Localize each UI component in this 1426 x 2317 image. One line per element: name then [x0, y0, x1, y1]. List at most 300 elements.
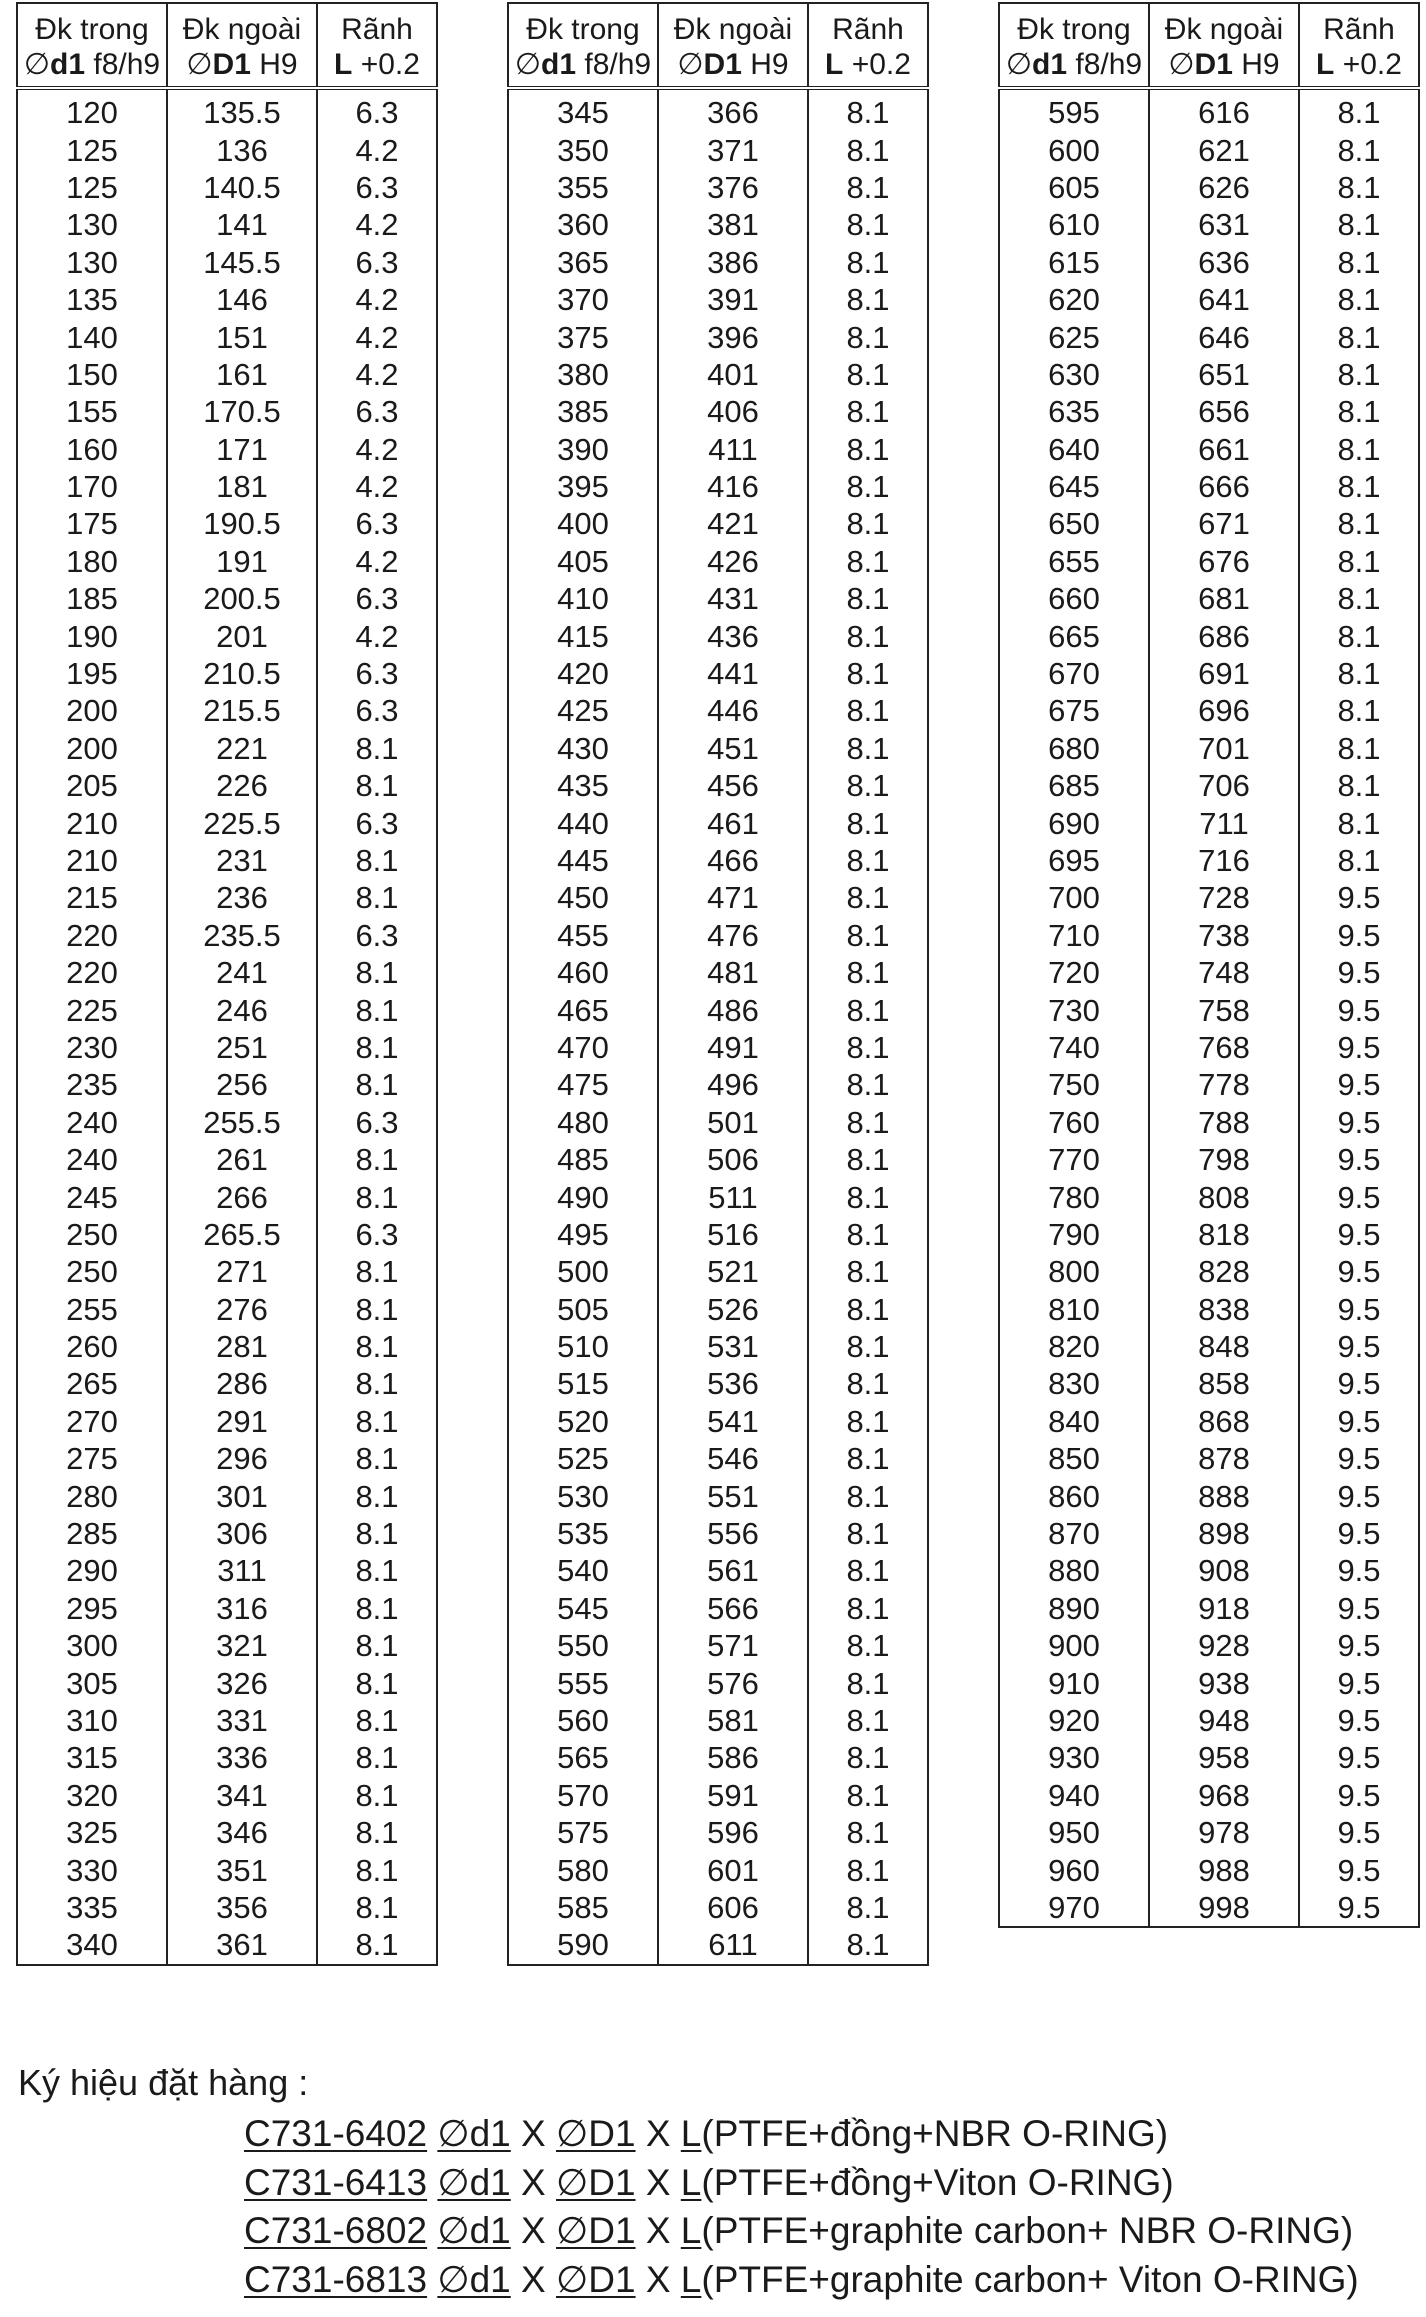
cell-inner-diameter: 280 — [17, 1477, 167, 1514]
order-code-list — [244, 2110, 1359, 2304]
cell-groove-width: 8.1 — [1299, 356, 1419, 393]
table-row — [508, 206, 928, 243]
cell-outer-diameter: 406 — [658, 393, 808, 430]
table-row — [17, 1440, 437, 1477]
header-groove: Rãnh L +0.2 — [317, 3, 437, 88]
cell-inner-diameter: 455 — [508, 917, 658, 954]
table-row — [999, 1777, 1419, 1814]
cell-outer-diameter: 646 — [1149, 318, 1299, 355]
cell-groove-width: 8.1 — [808, 879, 928, 916]
cell-groove-width: 8.1 — [808, 169, 928, 206]
cell-outer-diameter: 446 — [658, 692, 808, 729]
cell-groove-width: 8.1 — [317, 1477, 437, 1514]
table-row — [999, 169, 1419, 206]
cell-groove-width: 8.1 — [317, 1403, 437, 1440]
cell-groove-width: 4.2 — [317, 543, 437, 580]
cell-inner-diameter: 340 — [17, 1926, 167, 1964]
table-row — [508, 1104, 928, 1141]
cell-groove-width: 8.1 — [317, 1926, 437, 1964]
cell-outer-diameter: 301 — [167, 1477, 317, 1514]
cell-outer-diameter: 858 — [1149, 1365, 1299, 1402]
cell-groove-width: 9.5 — [1299, 1440, 1419, 1477]
table-row — [508, 692, 928, 729]
cell-groove-width: 9.5 — [1299, 1403, 1419, 1440]
table-row — [17, 206, 437, 243]
order-material: (PTFE+graphite carbon+ Viton O-RING) — [701, 2258, 1359, 2300]
cell-groove-width: 8.1 — [808, 917, 928, 954]
cell-groove-width: 9.5 — [1299, 1777, 1419, 1814]
cell-inner-diameter: 370 — [508, 281, 658, 318]
cell-outer-diameter: 611 — [658, 1926, 808, 1964]
cell-inner-diameter: 160 — [17, 431, 167, 468]
cell-groove-width: 9.5 — [1299, 1889, 1419, 1927]
cell-groove-width: 8.1 — [1299, 318, 1419, 355]
cell-groove-width: 4.2 — [317, 468, 437, 505]
table-row — [508, 1664, 928, 1701]
cell-outer-diameter: 356 — [167, 1889, 317, 1926]
cell-groove-width: 8.1 — [1299, 580, 1419, 617]
table-row — [508, 1590, 928, 1627]
cell-inner-diameter: 900 — [999, 1627, 1149, 1664]
cell-groove-width: 8.1 — [808, 1291, 928, 1328]
table-row — [508, 1029, 928, 1066]
cell-inner-diameter: 450 — [508, 879, 658, 916]
cell-outer-diameter: 536 — [658, 1365, 808, 1402]
table-row — [17, 1141, 437, 1178]
header-outer-diameter: Đk ngoài ∅D1 H9 — [658, 3, 808, 88]
cell-outer-diameter: 968 — [1149, 1777, 1299, 1814]
cell-outer-diameter: 436 — [658, 617, 808, 654]
cell-outer-diameter: 651 — [1149, 356, 1299, 393]
cell-inner-diameter: 330 — [17, 1851, 167, 1888]
cell-outer-diameter: 681 — [1149, 580, 1299, 617]
cell-groove-width: 8.1 — [808, 1029, 928, 1066]
cell-outer-diameter: 151 — [167, 318, 317, 355]
cell-inner-diameter: 310 — [17, 1702, 167, 1739]
cell-outer-diameter: 421 — [658, 505, 808, 542]
cell-outer-diameter: 978 — [1149, 1814, 1299, 1851]
cell-inner-diameter: 740 — [999, 1029, 1149, 1066]
cell-groove-width: 8.1 — [1299, 842, 1419, 879]
header-inner-diameter: Đk trong ∅d1 f8/h9 — [999, 3, 1149, 88]
cell-outer-diameter: 738 — [1149, 917, 1299, 954]
cell-inner-diameter: 265 — [17, 1365, 167, 1402]
table-row — [508, 1291, 928, 1328]
cell-outer-diameter: 686 — [1149, 617, 1299, 654]
cell-groove-width: 9.5 — [1299, 1590, 1419, 1627]
cell-outer-diameter: 226 — [167, 767, 317, 804]
cell-inner-diameter: 645 — [999, 468, 1149, 505]
cell-outer-diameter: 631 — [1149, 206, 1299, 243]
table-row — [17, 505, 437, 542]
cell-outer-diameter: 265.5 — [167, 1216, 317, 1253]
table-row — [999, 1216, 1419, 1253]
cell-inner-diameter: 515 — [508, 1365, 658, 1402]
cell-outer-diameter: 581 — [658, 1702, 808, 1739]
cell-inner-diameter: 320 — [17, 1777, 167, 1814]
cell-inner-diameter: 250 — [17, 1216, 167, 1253]
cell-outer-diameter: 888 — [1149, 1477, 1299, 1514]
cell-outer-diameter: 276 — [167, 1291, 317, 1328]
table-row — [999, 804, 1419, 841]
header-inner-diameter: Đk trong ∅d1 f8/h9 — [508, 3, 658, 88]
table-row — [17, 1552, 437, 1589]
cell-inner-diameter: 580 — [508, 1851, 658, 1888]
cell-outer-diameter: 461 — [658, 804, 808, 841]
cell-outer-diameter: 541 — [658, 1403, 808, 1440]
cell-outer-diameter: 136 — [167, 131, 317, 168]
table-row — [508, 431, 928, 468]
cell-outer-diameter: 798 — [1149, 1141, 1299, 1178]
cell-outer-diameter: 140.5 — [167, 169, 317, 206]
cell-outer-diameter: 531 — [658, 1328, 808, 1365]
cell-inner-diameter: 505 — [508, 1291, 658, 1328]
cell-outer-diameter: 701 — [1149, 730, 1299, 767]
cell-outer-diameter: 511 — [658, 1178, 808, 1215]
cell-groove-width: 8.1 — [1299, 767, 1419, 804]
cell-inner-diameter: 535 — [508, 1515, 658, 1552]
cell-inner-diameter: 590 — [508, 1926, 658, 1964]
cell-outer-diameter: 616 — [1149, 88, 1299, 131]
table-row — [17, 131, 437, 168]
order-material: (PTFE+graphite carbon+ NBR O-RING) — [701, 2210, 1354, 2251]
cell-outer-diameter: 141 — [167, 206, 317, 243]
cell-inner-diameter: 360 — [508, 206, 658, 243]
cell-outer-diameter: 251 — [167, 1029, 317, 1066]
cell-outer-diameter: 336 — [167, 1739, 317, 1776]
table-row — [17, 1739, 437, 1776]
cell-groove-width: 8.1 — [317, 1552, 437, 1589]
cell-outer-diameter: 341 — [167, 1777, 317, 1814]
cell-groove-width: 8.1 — [317, 1664, 437, 1701]
cell-outer-diameter: 241 — [167, 954, 317, 991]
cell-groove-width: 8.1 — [317, 1851, 437, 1888]
cell-inner-diameter: 130 — [17, 206, 167, 243]
cell-inner-diameter: 615 — [999, 244, 1149, 281]
table-row — [17, 580, 437, 617]
cell-groove-width: 9.5 — [1299, 1328, 1419, 1365]
cell-groove-width: 9.5 — [1299, 1365, 1419, 1402]
cell-groove-width: 8.1 — [317, 954, 437, 991]
cell-outer-diameter: 591 — [658, 1777, 808, 1814]
cell-groove-width: 8.1 — [317, 1590, 437, 1627]
cell-inner-diameter: 890 — [999, 1590, 1149, 1627]
cell-outer-diameter: 381 — [658, 206, 808, 243]
header-inner-diameter: Đk trong ∅d1 f8/h9 — [17, 3, 167, 88]
cell-groove-width: 8.1 — [808, 1253, 928, 1290]
table-row — [999, 468, 1419, 505]
cell-groove-width: 8.1 — [808, 692, 928, 729]
cell-inner-diameter: 605 — [999, 169, 1149, 206]
cell-inner-diameter: 305 — [17, 1664, 167, 1701]
table-row — [17, 1851, 437, 1888]
table-row — [17, 804, 437, 841]
cell-groove-width: 9.5 — [1299, 1664, 1419, 1701]
table-row — [17, 954, 437, 991]
cell-inner-diameter: 600 — [999, 131, 1149, 168]
cell-inner-diameter: 315 — [17, 1739, 167, 1776]
cell-groove-width: 8.1 — [808, 1627, 928, 1664]
table-row — [999, 1889, 1419, 1927]
cell-inner-diameter: 365 — [508, 244, 658, 281]
cell-inner-diameter: 670 — [999, 655, 1149, 692]
cell-groove-width: 8.1 — [808, 131, 928, 168]
table-row — [999, 1702, 1419, 1739]
cell-inner-diameter: 445 — [508, 842, 658, 879]
cell-groove-width: 9.5 — [1299, 1477, 1419, 1514]
table-row — [508, 318, 928, 355]
table-row — [999, 1104, 1419, 1141]
cell-inner-diameter: 460 — [508, 954, 658, 991]
table-row — [508, 842, 928, 879]
cell-inner-diameter: 470 — [508, 1029, 658, 1066]
cell-groove-width: 8.1 — [317, 1515, 437, 1552]
cell-outer-diameter: 938 — [1149, 1664, 1299, 1701]
cell-inner-diameter: 640 — [999, 431, 1149, 468]
cell-outer-diameter: 778 — [1149, 1066, 1299, 1103]
cell-outer-diameter: 201 — [167, 617, 317, 654]
cell-groove-width: 8.1 — [317, 1029, 437, 1066]
table-row — [999, 580, 1419, 617]
cell-inner-diameter: 910 — [999, 1664, 1149, 1701]
cell-inner-diameter: 210 — [17, 842, 167, 879]
table-row — [508, 1253, 928, 1290]
cell-outer-diameter: 561 — [658, 1552, 808, 1589]
cell-groove-width: 8.1 — [1299, 131, 1419, 168]
cell-outer-diameter: 331 — [167, 1702, 317, 1739]
cell-inner-diameter: 155 — [17, 393, 167, 430]
cell-outer-diameter: 416 — [658, 468, 808, 505]
cell-inner-diameter: 325 — [17, 1814, 167, 1851]
cell-groove-width: 4.2 — [317, 131, 437, 168]
table-row — [508, 1627, 928, 1664]
cell-outer-diameter: 728 — [1149, 879, 1299, 916]
cell-outer-diameter: 586 — [658, 1739, 808, 1776]
table-row — [17, 356, 437, 393]
table-row — [17, 1253, 437, 1290]
table-row — [508, 804, 928, 841]
table-row — [999, 1066, 1419, 1103]
cell-outer-diameter: 246 — [167, 991, 317, 1028]
cell-inner-diameter: 345 — [508, 88, 658, 131]
order-code-line: C731-6413 ∅d1 X ∅D1 X L(PTFE+đồng+Viton O-RING) — [244, 2161, 1174, 2203]
cell-outer-diameter: 171 — [167, 431, 317, 468]
cell-outer-diameter: 286 — [167, 1365, 317, 1402]
cell-inner-diameter: 385 — [508, 393, 658, 430]
cell-groove-width: 8.1 — [808, 954, 928, 991]
cell-outer-diameter: 306 — [167, 1515, 317, 1552]
cell-outer-diameter: 676 — [1149, 543, 1299, 580]
table-row — [999, 991, 1419, 1028]
table-row — [999, 1328, 1419, 1365]
table-row — [508, 281, 928, 318]
cell-outer-diameter: 788 — [1149, 1104, 1299, 1141]
table-row — [17, 692, 437, 729]
cell-outer-diameter: 516 — [658, 1216, 808, 1253]
table-row — [508, 617, 928, 654]
order-code-title: Ký hiệu đặt hàng : — [18, 2062, 309, 2103]
cell-groove-width: 8.1 — [1299, 169, 1419, 206]
cell-groove-width: 8.1 — [317, 1889, 437, 1926]
table-row — [17, 169, 437, 206]
table-row — [999, 1515, 1419, 1552]
table-row — [508, 244, 928, 281]
cell-outer-diameter: 636 — [1149, 244, 1299, 281]
cell-groove-width: 9.5 — [1299, 1515, 1419, 1552]
cell-groove-width: 8.1 — [317, 1291, 437, 1328]
cell-groove-width: 4.2 — [317, 431, 437, 468]
cell-groove-width: 8.1 — [317, 1066, 437, 1103]
cell-outer-diameter: 191 — [167, 543, 317, 580]
cell-groove-width: 8.1 — [808, 767, 928, 804]
cell-groove-width: 8.1 — [808, 1926, 928, 1964]
cell-groove-width: 8.1 — [808, 1590, 928, 1627]
cell-outer-diameter: 556 — [658, 1515, 808, 1552]
cell-groove-width: 6.3 — [317, 692, 437, 729]
table-row — [508, 730, 928, 767]
table-row — [17, 879, 437, 916]
cell-groove-width: 8.1 — [1299, 804, 1419, 841]
table-row — [999, 1739, 1419, 1776]
cell-inner-diameter: 660 — [999, 580, 1149, 617]
cell-outer-diameter: 486 — [658, 991, 808, 1028]
cell-outer-diameter: 566 — [658, 1590, 808, 1627]
cell-inner-diameter: 500 — [508, 1253, 658, 1290]
cell-inner-diameter: 770 — [999, 1141, 1149, 1178]
cell-outer-diameter: 291 — [167, 1403, 317, 1440]
cell-inner-diameter: 480 — [508, 1104, 658, 1141]
table-row — [17, 842, 437, 879]
cell-inner-diameter: 415 — [508, 617, 658, 654]
cell-groove-width: 9.5 — [1299, 917, 1419, 954]
cell-outer-diameter: 551 — [658, 1477, 808, 1514]
cell-groove-width: 8.1 — [808, 617, 928, 654]
cell-groove-width: 6.3 — [317, 88, 437, 131]
cell-outer-diameter: 998 — [1149, 1889, 1299, 1927]
cell-inner-diameter: 135 — [17, 281, 167, 318]
table-row — [17, 1926, 437, 1964]
cell-inner-diameter: 920 — [999, 1702, 1149, 1739]
cell-groove-width: 4.2 — [317, 281, 437, 318]
cell-outer-diameter: 225.5 — [167, 804, 317, 841]
cell-outer-diameter: 758 — [1149, 991, 1299, 1028]
cell-groove-width: 8.1 — [808, 1365, 928, 1402]
table-row — [17, 767, 437, 804]
table-row — [999, 1627, 1419, 1664]
cell-groove-width: 8.1 — [317, 1253, 437, 1290]
cell-outer-diameter: 235.5 — [167, 917, 317, 954]
cell-groove-width: 8.1 — [808, 580, 928, 617]
table-row — [999, 1141, 1419, 1178]
cell-groove-width: 8.1 — [808, 1664, 928, 1701]
cell-outer-diameter: 255.5 — [167, 1104, 317, 1141]
table-row — [17, 1328, 437, 1365]
order-material: (PTFE+đồng+Viton O-RING) — [701, 2161, 1174, 2203]
cell-groove-width: 6.3 — [317, 1104, 437, 1141]
table-row — [999, 1552, 1419, 1589]
cell-inner-diameter: 440 — [508, 804, 658, 841]
cell-groove-width: 6.3 — [317, 580, 437, 617]
cell-groove-width: 4.2 — [317, 318, 437, 355]
table-row — [999, 767, 1419, 804]
cell-outer-diameter: 371 — [658, 131, 808, 168]
cell-groove-width: 8.1 — [808, 1889, 928, 1926]
cell-groove-width: 8.1 — [808, 244, 928, 281]
table-row — [17, 431, 437, 468]
cell-groove-width: 9.5 — [1299, 954, 1419, 991]
cell-inner-diameter: 570 — [508, 1777, 658, 1814]
cell-inner-diameter: 860 — [999, 1477, 1149, 1514]
table-row — [17, 1889, 437, 1926]
cell-groove-width: 9.5 — [1299, 991, 1419, 1028]
cell-outer-diameter: 898 — [1149, 1515, 1299, 1552]
cell-outer-diameter: 496 — [658, 1066, 808, 1103]
cell-groove-width: 8.1 — [808, 1702, 928, 1739]
cell-outer-diameter: 988 — [1149, 1851, 1299, 1888]
cell-inner-diameter: 125 — [17, 169, 167, 206]
table-row — [999, 131, 1419, 168]
cell-inner-diameter: 170 — [17, 468, 167, 505]
cell-outer-diameter: 146 — [167, 281, 317, 318]
table-row — [508, 1440, 928, 1477]
cell-groove-width: 6.3 — [317, 1216, 437, 1253]
header-outer-diameter: Đk ngoài ∅D1 H9 — [1149, 3, 1299, 88]
cell-inner-diameter: 695 — [999, 842, 1149, 879]
cell-groove-width: 8.1 — [317, 1814, 437, 1851]
table-row — [508, 1777, 928, 1814]
table-row — [508, 954, 928, 991]
cell-groove-width: 8.1 — [808, 804, 928, 841]
table-row — [999, 954, 1419, 991]
table-row — [999, 356, 1419, 393]
cell-groove-width: 8.1 — [1299, 543, 1419, 580]
cell-groove-width: 8.1 — [317, 991, 437, 1028]
cell-inner-diameter: 195 — [17, 655, 167, 692]
table-row — [508, 543, 928, 580]
cell-inner-diameter: 300 — [17, 1627, 167, 1664]
cell-outer-diameter: 878 — [1149, 1440, 1299, 1477]
cell-groove-width: 8.1 — [1299, 617, 1419, 654]
table-row — [999, 431, 1419, 468]
cell-groove-width: 8.1 — [317, 730, 437, 767]
cell-inner-diameter: 800 — [999, 1253, 1149, 1290]
table-row — [999, 1178, 1419, 1215]
cell-outer-diameter: 471 — [658, 879, 808, 916]
table-row — [999, 1291, 1419, 1328]
cell-groove-width: 8.1 — [808, 1440, 928, 1477]
cell-groove-width: 8.1 — [808, 468, 928, 505]
table-row — [17, 917, 437, 954]
cell-outer-diameter: 366 — [658, 88, 808, 131]
cell-outer-diameter: 491 — [658, 1029, 808, 1066]
cell-outer-diameter: 426 — [658, 543, 808, 580]
cell-outer-diameter: 848 — [1149, 1328, 1299, 1365]
cell-outer-diameter: 606 — [658, 1889, 808, 1926]
cell-outer-diameter: 401 — [658, 356, 808, 393]
table-row — [17, 543, 437, 580]
table-row — [17, 1515, 437, 1552]
cell-groove-width: 4.2 — [317, 617, 437, 654]
cell-outer-diameter: 456 — [658, 767, 808, 804]
cell-outer-diameter: 311 — [167, 1552, 317, 1589]
cell-outer-diameter: 210.5 — [167, 655, 317, 692]
cell-groove-width: 6.3 — [317, 169, 437, 206]
cell-inner-diameter: 655 — [999, 543, 1149, 580]
size-table-3 — [998, 2, 1420, 1928]
table-row — [999, 1029, 1419, 1066]
cell-outer-diameter: 266 — [167, 1178, 317, 1215]
cell-groove-width: 9.5 — [1299, 1216, 1419, 1253]
